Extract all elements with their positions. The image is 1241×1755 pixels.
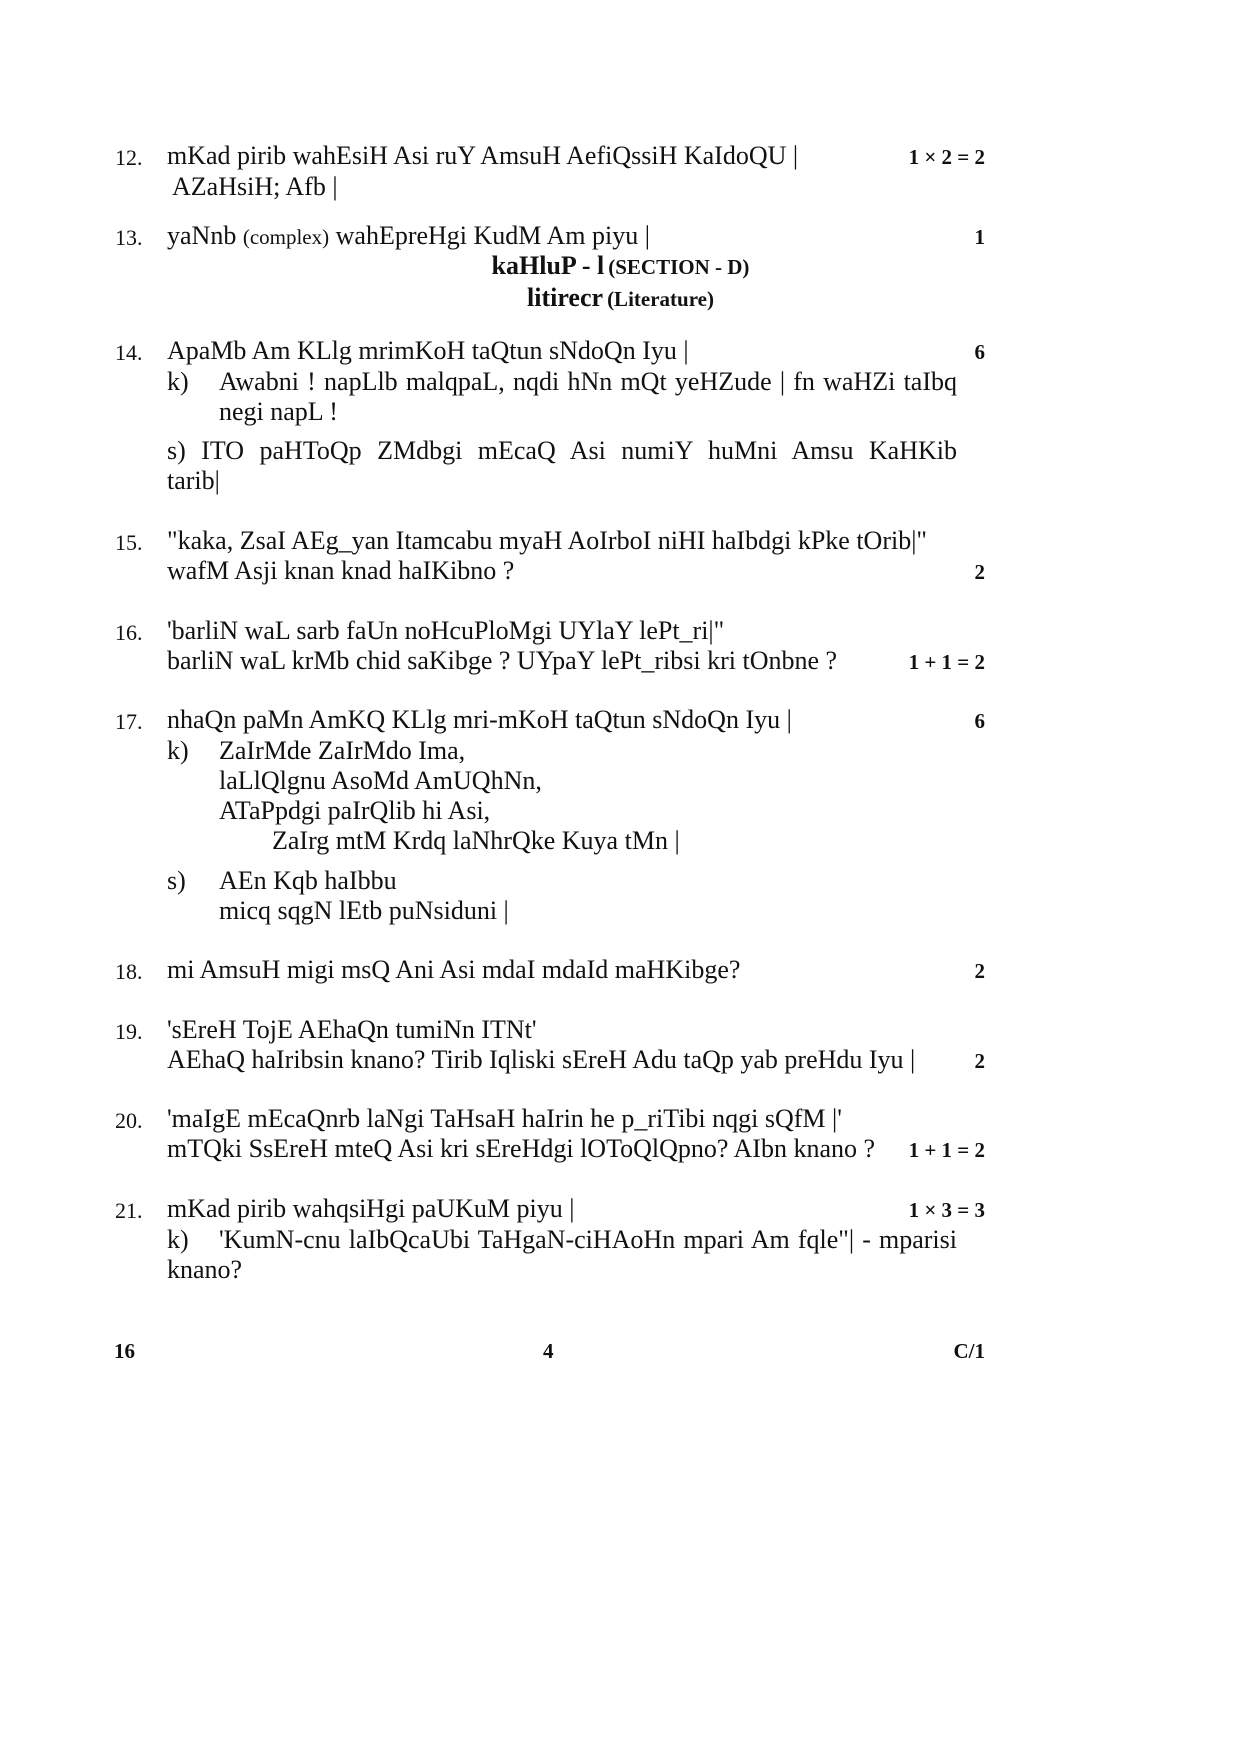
q20-number: 20. [115,1108,143,1133]
q21-number: 21. [115,1198,143,1223]
q17-option-b-line2: micq sqgN lEtb puNsiduni | [219,896,509,925]
q21-text: mKad pirib wahqsiHgi paUKuM piyu | [167,1194,575,1223]
q19-marks: 2 [974,1049,985,1073]
q21-option-a-label: k) [167,1225,189,1254]
q15-text-line1: "kaka, ZsaI AEg_yan Itamcabu myaH AoIrboI niHI haIbdgi kPke tOrib|" [167,526,928,555]
q14-number: 14. [115,340,143,365]
q18-marks: 2 [974,959,985,983]
q12-text-line1: mKad pirib wahEsiH Asi ruY AmsuH AefiQssiH KaIdoQU | [167,141,799,170]
q13-marks: 1 [974,225,985,249]
q13-number: 13. [115,225,143,250]
q17-option-a-label: k) [167,736,189,765]
q13-text: yaNnb (complex) wahEpreHgi KudM Am piyu | [167,221,650,250]
q17-option-b-line1: AEn Kqb haIbbu [219,866,397,895]
q21-marks: 1 × 3 = 3 [908,1198,985,1222]
q17-marks: 6 [974,709,985,733]
q17-text: nhaQn paMn AmKQ KLlg mri-mKoH taQtun sNdoQn Iyu | [167,705,792,734]
q17-option-b-label: s) [167,866,186,895]
q21-option-a-line2: knano? [167,1255,243,1284]
q14-marks: 6 [974,340,985,364]
q16-marks: 1 + 1 = 2 [908,650,985,674]
q14-option-b-line2: tarib| [167,466,220,495]
q21-option-a-line1: 'KumN-cnu laIbQcaUbi TaHgaN-ciHAoHn mpari Am fqle"| - mparisi [219,1225,957,1254]
page-number: 4 [543,1339,554,1363]
q12-number: 12. [115,145,143,170]
q16-text-line2: barliN waL krMb chid saKibge ? UYpaY lePt_ribsi kri tOnbne ? [167,646,838,675]
q20-text-line1: 'maIgE mEcaQnrb laNgi TaHsaH haIrin he p_riTibi nqgi sQfM |' [167,1104,842,1133]
q17-poem-line1: ZaIrMde ZaIrMdo Ima, [219,736,466,765]
q20-text-line2: mTQki SsEreH mteQ Asi kri sEreHdgi lOToQlQpno? AIbn knano ? [167,1134,876,1163]
q16-number: 16. [115,620,143,645]
q17-poem-line4: ZaIrg mtM Krdq laNhrQke Kuya tMn | [272,826,680,855]
q12-text-line2: AZaHsiH; Afb | [172,172,338,201]
q15-number: 15. [115,530,143,555]
q18-text: mi AmsuH migi msQ Ani Asi mdaI mdaId maHKibge? [167,955,741,984]
q18-number: 18. [115,959,143,984]
q19-number: 19. [115,1019,143,1044]
q20-marks: 1 + 1 = 2 [908,1138,985,1162]
q19-text-line1: 'sEreH TojE AEhaQn tumiNn ITNt' [167,1015,537,1044]
section-heading: kaHluP - l (SECTION - D) [491,251,750,280]
q14-option-a-line1: Awabni ! napLlb malqpaL, nqdi hNn mQt yeHZude | fn waHZi taIbq [219,367,957,396]
footer-set: C/1 [953,1339,985,1363]
q19-text-line2: AEhaQ haIribsin knano? Tirib Iqliski sEreH Adu taQp yab preHdu Iyu | [167,1045,916,1074]
q17-poem-line3: ATaPpdgi paIrQlib hi Asi, [219,796,491,825]
q17-poem-line2: laLlQlgnu AsoMd AmUQhNn, [219,766,542,795]
q14-option-b-line1: s) ITO paHToQp ZMdbgi mEcaQ Asi numiY huMni Amsu KaHKib [167,436,958,465]
footer-code: 16 [114,1339,135,1363]
q15-text-line2: wafM Asji knan knad haIKibno ? [167,556,515,585]
q15-marks: 2 [974,560,985,584]
q17-number: 17. [115,709,143,734]
q14-option-a-line2: negi napL ! [219,397,338,426]
q16-text-line1: 'barliN waL sarb faUn noHcuPloMgi UYlaY lePt_ri|" [167,616,725,645]
section-subheading: litirecr (Literature) [527,283,714,312]
q14-option-a-label: k) [167,367,189,396]
q14-text: ApaMb Am KLlg mrimKoH taQtun sNdoQn Iyu | [167,336,689,365]
q12-marks: 1 × 2 = 2 [908,145,985,169]
